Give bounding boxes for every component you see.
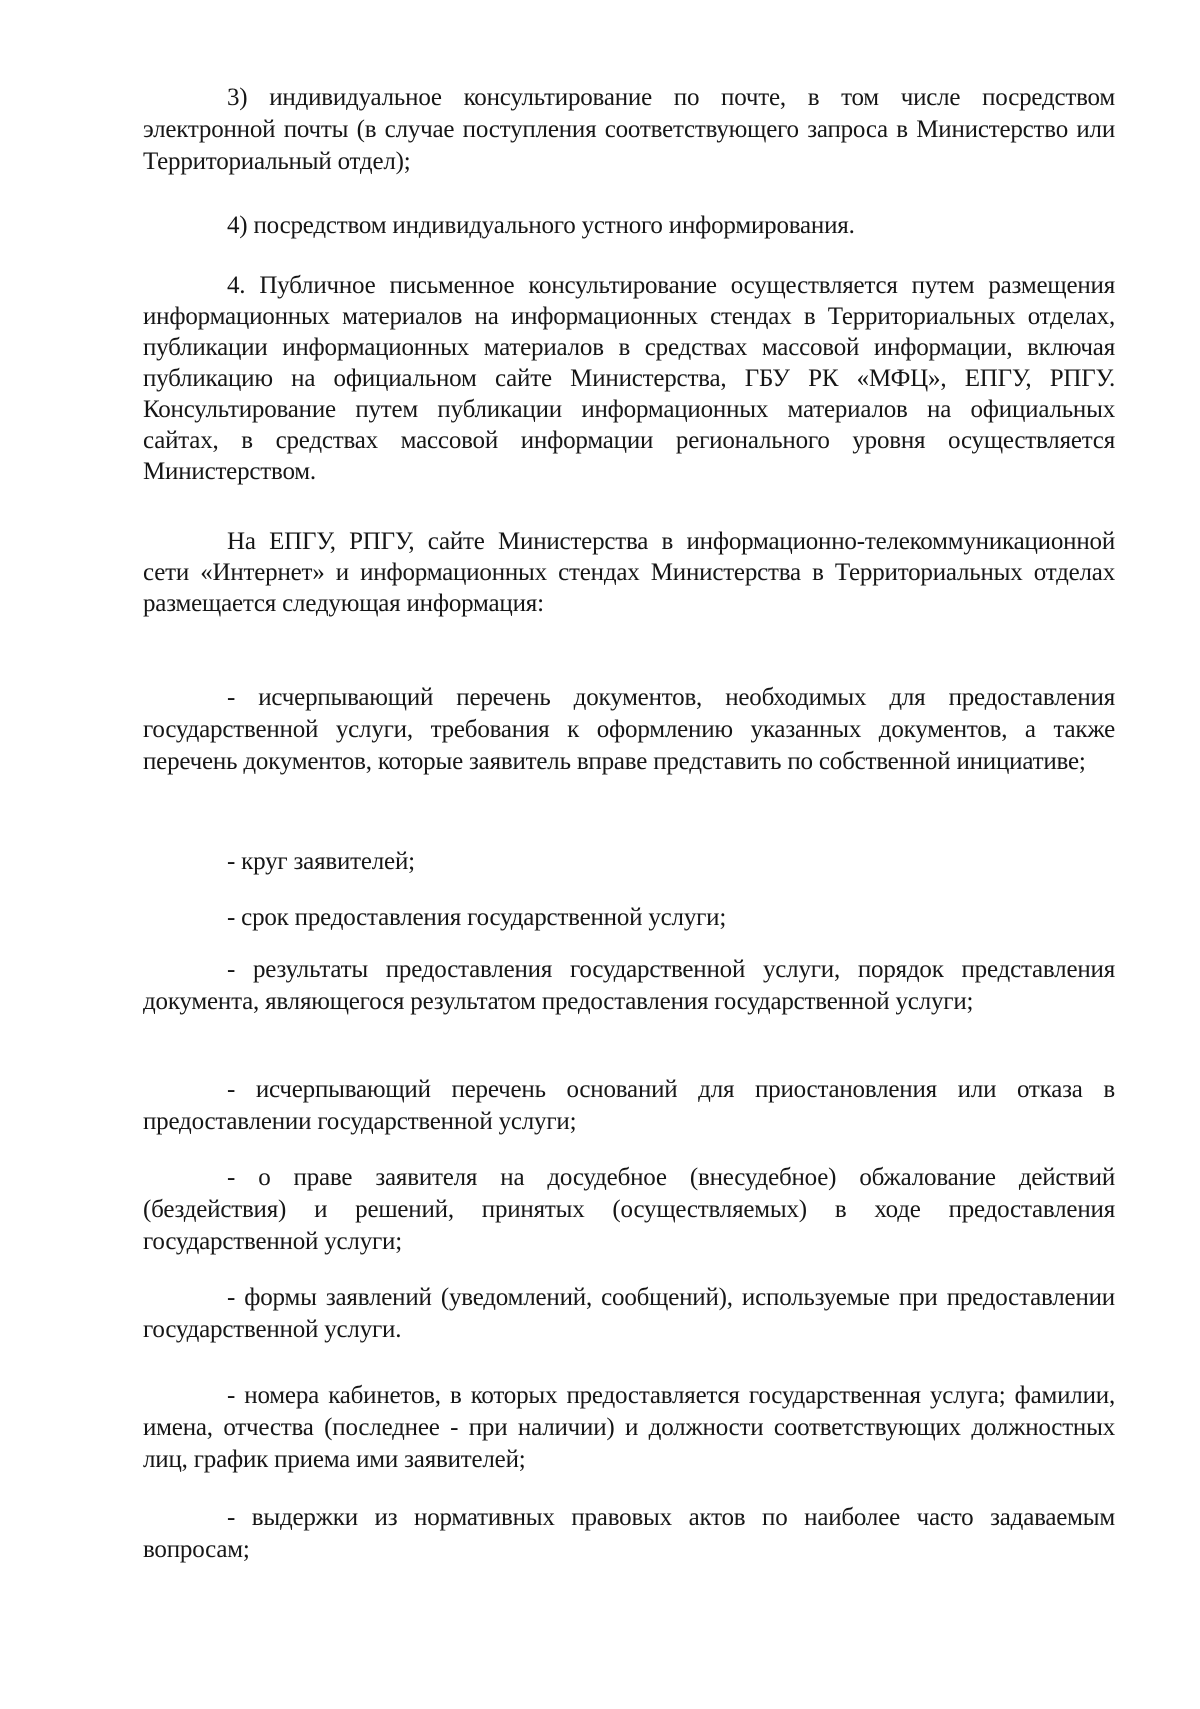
list-item-refusal-grounds: - исчерпывающий перечень оснований для приостановления или отказа в предоставлении государственной услуги; <box>143 1076 1115 1135</box>
list-item-service-results: - результаты предоставления государственной услуги, порядок представления документа, являющегося результатом предоставления государственной услуги; <box>143 956 1115 1015</box>
list-item-appeal-right: - о праве заявителя на досудебное (внесудебное) обжалование действий (бездействия) и решений, принятых (осуществляемых) в ходе предоставления государственной услуги; <box>143 1164 1115 1255</box>
paragraph-information-placement: На ЕПГУ, РПГУ, сайте Министерства в информационно-телекоммуникационной сети «Интернет» и информационных стендах Министерства в Территориальных отделах размещается следующая информация: <box>143 528 1115 617</box>
list-item-applicants: - круг заявителей; <box>227 848 415 875</box>
list-item-service-term: - срок предоставления государственной услуги; <box>227 904 727 931</box>
paragraph-public-consulting: 4. Публичное письменное консультирование осуществляется путем размещения информационных материалов на информационных стендах в Территориальных отделах, публикации информационных материалов в средствах массовой информации, включая публикацию на официальном сайте Министерства, ГБУ РК «МФЦ», ЕПГУ, РПГУ. Консультирование путем публикации информационных материалов на официальных сайтах, в средствах массовой информации регионального уровня осуществляется Министерством. <box>143 272 1115 485</box>
paragraph-oral-informing: 4) посредством индивидуального устного информирования. <box>227 212 855 239</box>
list-item-document-list: - исчерпывающий перечень документов, необходимых для предоставления государственной услуги, требования к оформлению указанных документов, а также перечень документов, которые заявитель вправе представить по собственной инициативе; <box>143 684 1115 775</box>
list-item-application-forms: - формы заявлений (уведомлений, сообщений), используемые при предоставлении государственной услуги. <box>143 1284 1115 1343</box>
paragraph-consult-by-mail: 3) индивидуальное консультирование по почте, в том числе посредством электронной почты (в случае поступления соответствующего запроса в Министерство или Территориальный отдел); <box>143 84 1115 175</box>
list-item-office-numbers: - номера кабинетов, в которых предоставляется государственная услуга; фамилии, имена, отчества (последнее - при наличии) и должности соответствующих должностных лиц, график приема ими заявителей; <box>143 1382 1115 1473</box>
list-item-regulation-excerpts: - выдержки из нормативных правовых актов по наиболее часто задаваемым вопросам; <box>143 1504 1115 1563</box>
